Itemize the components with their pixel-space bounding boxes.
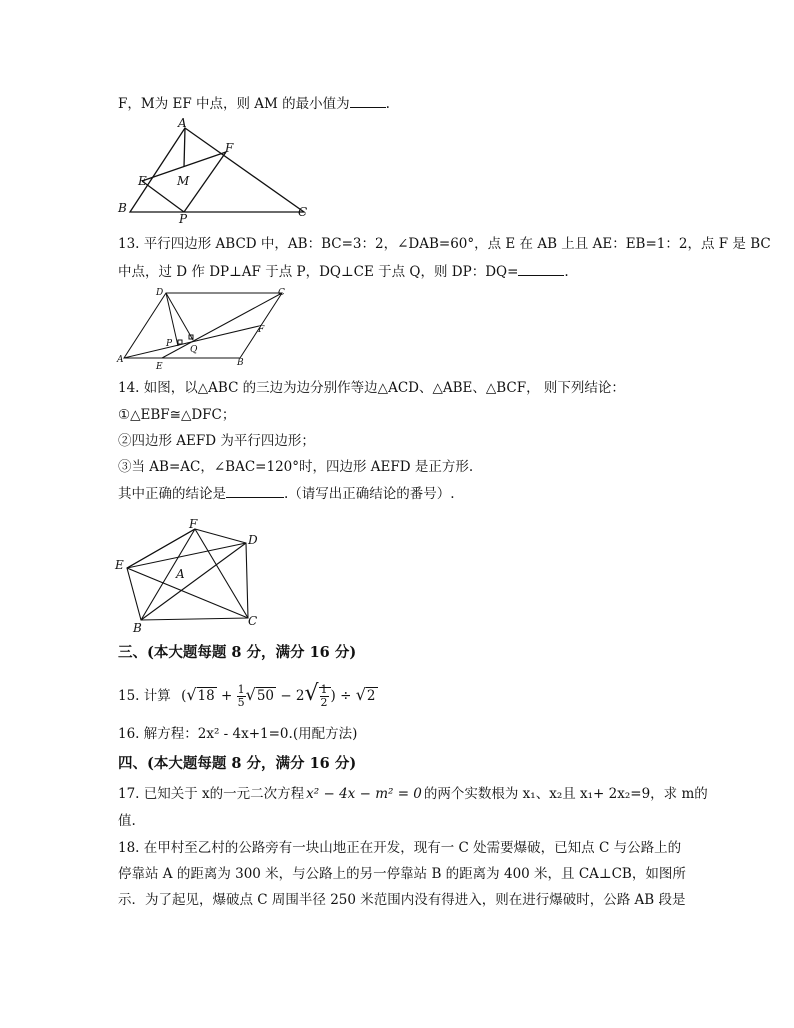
- section-3-heading: 三、(本大题每题 8 分，满分 16 分): [118, 644, 357, 661]
- label-c: C: [298, 205, 308, 219]
- q18-line1: 18. 在甲村至乙村的公路旁有一块山地正在开发，现有一 C 处需要爆破，已知点 C 与公路上的: [118, 840, 682, 856]
- segment-fc: [195, 529, 248, 618]
- q14-line5: [118, 483, 455, 504]
- q14-item3: ③当 AB=AC，∠BAC=120°时，四边形 AEFD 是正方形.: [118, 459, 474, 475]
- q17-line1b: 的两个实数根为 x₁、x₂且 x₁+ 2x₂=9，求 m的: [423, 786, 708, 802]
- q17-line1a: 17. 已知关于 x的一元二次方程: [118, 786, 305, 802]
- answer-blank: [518, 261, 564, 276]
- q14-line5a: 其中正确的结论是: [118, 486, 226, 502]
- label-c: C: [278, 288, 285, 298]
- q14-line5b: .（请写出正确结论的番号）.: [284, 486, 455, 502]
- q15-expression: (√18 + $\frac{1}{5}$ √50 − 2√ $\frac{1}{2}$ ) ÷ √2: [181, 681, 376, 709]
- right-angle-p: [178, 340, 182, 344]
- q14-item1: ①△EBF≅△DFC；: [118, 407, 236, 423]
- label-m: M: [177, 174, 190, 188]
- q14-line1: 14. 如图，以△ABC 的三边为边分别作等边△ACD、△ABE、△BCF， 则下列结论：: [118, 380, 625, 396]
- q17-line2: 值.: [118, 813, 136, 829]
- frac-den: 2: [320, 696, 328, 709]
- label-f: F: [225, 141, 234, 155]
- q17-line1: [118, 784, 708, 804]
- q14-item2: ②四边形 AEFD 为平行四边形；: [118, 433, 315, 449]
- label-d: D: [248, 533, 258, 547]
- radicand-2: 2: [366, 688, 376, 704]
- label-b: B: [237, 358, 244, 368]
- frac-num: 1: [237, 683, 245, 696]
- label-a: A: [178, 116, 187, 130]
- label-e: E: [138, 174, 147, 188]
- q13-end: .: [564, 264, 569, 280]
- fraction-one-fifth: [237, 684, 246, 709]
- figure-13: [114, 288, 294, 373]
- label-p: P: [179, 212, 188, 226]
- q15-prefix: 15. 计算: [118, 688, 171, 704]
- q12-end: .: [385, 96, 390, 112]
- q18-line3: 示．为了起见，爆破点 C 周围半径 250 米范围内没有得进入，则在进行爆破时，公路 AB 段是: [118, 892, 686, 908]
- segment-ef: [127, 529, 195, 568]
- frac-num: 1: [320, 683, 328, 696]
- label-d: D: [156, 288, 164, 298]
- frac-den: 5: [237, 696, 245, 709]
- q16: 16. 解方程：2x² - 4x+1=0.(用配方法): [118, 726, 358, 742]
- label-a: A: [176, 567, 185, 581]
- label-p: P: [166, 339, 173, 349]
- q18-line2: 停靠站 A 的距离为 300 米，与公路上的另一停靠站 B 的距离为 400 米，且 CA⊥CB，如图所: [118, 866, 686, 882]
- answer-blank: [350, 93, 386, 108]
- label-e: E: [156, 362, 163, 372]
- label-f: F: [189, 517, 198, 531]
- label-q: Q: [190, 345, 198, 355]
- section-4-heading: 四、(本大题每题 8 分，满分 16 分): [118, 755, 357, 772]
- segment-ec: [127, 568, 248, 618]
- figure-14: [113, 515, 273, 635]
- label-b: B: [133, 621, 142, 635]
- q13-line1: 13. 平行四边形 ABCD 中，AB：BC=3：2，∠DAB=60°，点 E 在 AB 上且 AE：EB=1：2，点 F 是 BC: [118, 236, 771, 252]
- q13-line2: [118, 261, 569, 282]
- answer-blank: [226, 483, 284, 498]
- label-f: F: [258, 325, 265, 335]
- segment-fb: [141, 529, 195, 620]
- label-e: E: [115, 558, 124, 572]
- figure-12: [110, 115, 310, 225]
- q17-equation: x² − 4x − m² = 0: [306, 786, 422, 802]
- q12-text: [118, 93, 390, 114]
- radicand-50: 50: [256, 688, 275, 704]
- label-a: A: [117, 355, 124, 365]
- segment-dq: [166, 293, 193, 340]
- triangle-abc: [130, 128, 304, 212]
- label-c: C: [248, 614, 258, 628]
- radicand-18: 18: [197, 688, 215, 704]
- q12-text-main: F，M为 EF 中点，则 AM 的最小值为: [118, 96, 350, 112]
- segment-fp: [184, 152, 226, 212]
- label-b: B: [118, 201, 127, 215]
- segment-am: [184, 128, 185, 167]
- fraction-one-half: [320, 684, 329, 709]
- q15: [118, 680, 378, 708]
- q13-line2-text: 中点，过 D 作 DP⊥AF 于点 P，DQ⊥CE 于点 Q，则 DP：DQ=: [118, 264, 519, 280]
